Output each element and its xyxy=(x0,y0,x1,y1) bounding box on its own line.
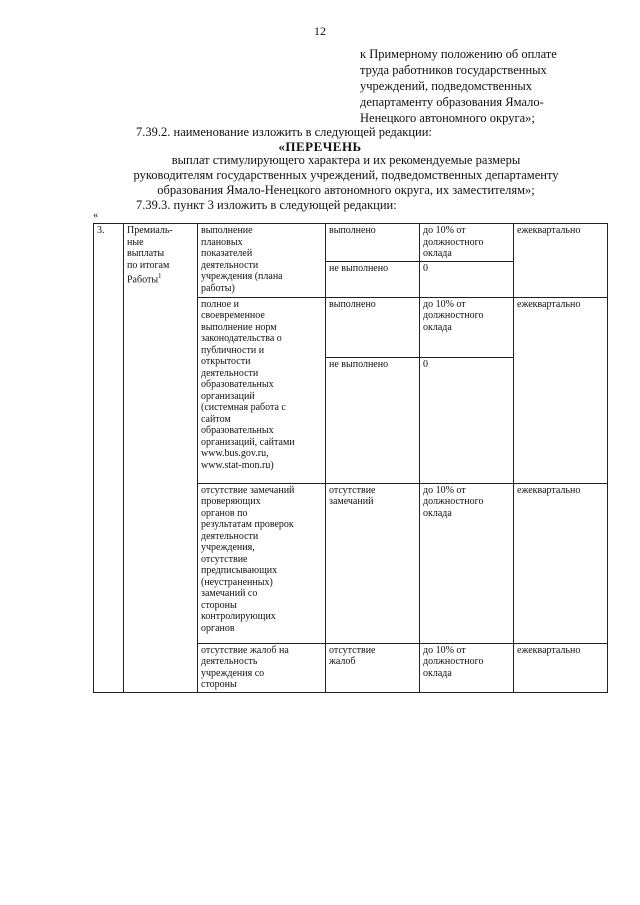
periodicity-cell xyxy=(514,224,608,298)
condition-cell xyxy=(326,357,420,483)
annex-line: труда работников государственных xyxy=(360,63,547,77)
annex-line: к Примерному положению об оплате xyxy=(360,47,557,61)
annex-line: департаменту образования Ямало- xyxy=(360,95,544,109)
page-number: 12 xyxy=(314,24,326,38)
condition-cell-text: отсутствие жалоб xyxy=(329,644,376,667)
document-heading: «ПЕРЕЧЕНЬ xyxy=(278,139,362,154)
periodicity-cell xyxy=(514,483,608,643)
amount-cell-text: до 10% от должностного оклада xyxy=(423,484,484,519)
paragraph-7-39-3: 7.39.3. пункт 3 изложить в следующей редакции: xyxy=(136,198,397,212)
amount-cell xyxy=(420,224,514,262)
condition-cell xyxy=(326,483,420,643)
amount-cell xyxy=(420,357,514,483)
amount-cell-text: 0 xyxy=(423,262,428,274)
periodicity-cell-text: ежеквартально xyxy=(517,298,581,310)
condition-cell-text: отсутствие замечаний xyxy=(329,484,376,507)
criterion-cell-text: полное и своевременное выполнение норм законодательства о публичности и открытости деятельности образовательных организаций (системная работа с сайтом образовательных организаций, сайтами www.bus.gov.ru, www.stat-mon.ru) xyxy=(201,298,295,471)
payments-table xyxy=(93,223,608,693)
criterion-cell-text: отсутствие жалоб на деятельность учреждения со стороны xyxy=(201,644,289,690)
subtitle-line: руководителям государственных учреждений, подведомственных департаменту xyxy=(133,168,559,182)
annex-reference xyxy=(360,46,610,126)
amount-cell xyxy=(420,261,514,297)
condition-cell xyxy=(326,643,420,692)
footnote-marker: 1 xyxy=(158,272,162,280)
periodicity-cell xyxy=(514,297,608,483)
periodicity-cell-text: ежеквартально xyxy=(517,644,581,656)
criterion-cell xyxy=(198,297,326,483)
amount-cell xyxy=(420,483,514,643)
criterion-cell-text: выполнение плановых показателей деятельности учреждения (плана работы) xyxy=(201,225,283,294)
criterion-cell xyxy=(198,224,326,298)
annex-line: Ненецкого автономного округа»; xyxy=(360,111,535,125)
paragraph-7-39-2: 7.39.2. наименование изложить в следующей редакции: xyxy=(136,125,432,139)
amount-cell-text: 0 xyxy=(423,358,428,370)
subtitle-line: образования Ямало-Ненецкого автономного округа, их заместителям»; xyxy=(157,183,535,197)
periodicity-cell xyxy=(514,643,608,692)
annex-line: учреждений, подведомственных xyxy=(360,79,533,93)
amount-cell-text: до 10% от должностного оклада xyxy=(423,298,484,333)
condition-cell-text: не выполнено xyxy=(329,358,389,370)
opening-quote: « xyxy=(93,210,98,221)
periodicity-cell-text: ежеквартально xyxy=(517,484,581,496)
amount-cell xyxy=(420,297,514,357)
heading-subtitle xyxy=(92,153,600,198)
payment-type-cell xyxy=(124,224,198,693)
table-row xyxy=(94,224,608,262)
condition-cell xyxy=(326,224,420,262)
condition-cell xyxy=(326,261,420,297)
periodicity-cell-text: ежеквартально xyxy=(517,225,581,236)
payment-type-cell-text: Премиаль- ные выплаты по итогам Работы xyxy=(127,225,173,286)
condition-cell-text: выполнено xyxy=(329,225,376,236)
criterion-cell xyxy=(198,643,326,692)
amount-cell-text: до 10% от должностного оклада xyxy=(423,225,484,259)
amount-cell-text: до 10% от должностного оклада xyxy=(423,644,484,679)
condition-cell xyxy=(326,297,420,357)
payments-table-body xyxy=(94,224,608,693)
row-number-cell-text: 3. xyxy=(97,225,105,236)
amount-cell xyxy=(420,643,514,692)
condition-cell-text: выполнено xyxy=(329,298,376,310)
criterion-cell xyxy=(198,483,326,643)
subtitle-line: выплат стимулирующего характера и их рекомендуемые размеры xyxy=(171,153,521,167)
condition-cell-text: не выполнено xyxy=(329,262,389,274)
row-number-cell xyxy=(94,224,124,693)
criterion-cell-text: отсутствие замечаний проверяющих органов по результатам проверок деятельности учреждения, отсутствие предписывающих (неустраненных) замечаний со стороны контролирующих органов xyxy=(201,484,295,634)
